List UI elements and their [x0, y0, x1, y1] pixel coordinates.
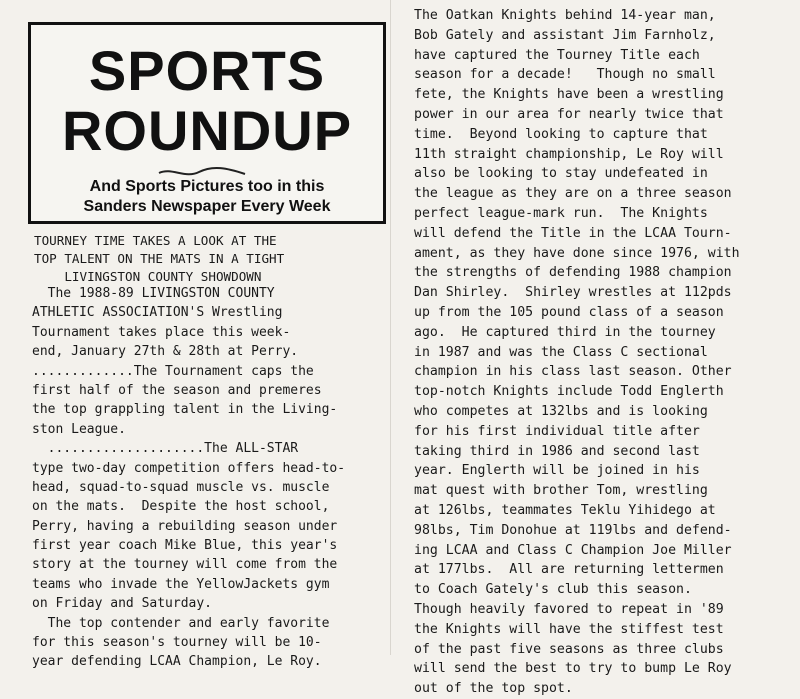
- body-text-line: type two-day competition offers head-to-: [32, 460, 346, 476]
- masthead-title-line-2: ROUNDUP: [61, 99, 353, 162]
- body-text-line: on the mats. Despite the host school,: [32, 499, 330, 515]
- body-text-line: The top contender and early favorite: [32, 615, 330, 631]
- body-text-line: .............The Tournament caps the: [32, 363, 314, 379]
- body-text-line: to Coach Gately's club this season.: [414, 582, 692, 598]
- body-text-line: story at the tourney will come from the: [32, 557, 338, 573]
- body-text-line: taking third in 1986 and second last: [414, 443, 700, 459]
- headline-line: TOP TALENT ON THE MATS IN A TIGHT: [34, 251, 285, 266]
- body-text-line: first half of the season and premeres: [32, 382, 322, 398]
- body-text-line: fete, the Knights have been a wrestling: [414, 87, 724, 103]
- body-text-line: the league as they are on a three season: [414, 186, 732, 202]
- body-text-line: at 177lbs. All are returning lettermen: [414, 562, 724, 578]
- body-text-line: 98lbs, Tim Donohue at 119lbs and defend-: [414, 522, 732, 538]
- body-text-line: ston League.: [32, 421, 126, 437]
- body-text-line: ATHLETIC ASSOCIATION'S Wrestling: [32, 305, 283, 321]
- body-text-line: first year coach Mike Blue, this year's: [32, 538, 338, 554]
- body-text-line: head, squad-to-squad muscle vs. muscle: [32, 479, 330, 495]
- body-text-line: top-notch Knights include Todd Englerth: [414, 384, 724, 400]
- body-text-line: The Oatkan Knights behind 14-year man,: [414, 8, 716, 23]
- body-text-line: Bob Gately and assistant Jim Farnholz,: [414, 27, 716, 43]
- body-text-line: the Knights will have the stiffest test: [414, 621, 724, 637]
- body-text-line: ing LCAA and Class C Champion Joe Miller: [414, 542, 732, 558]
- body-text-line: ....................The ALL-STAR: [32, 441, 299, 457]
- right-column-text: [414, 6, 794, 699]
- body-text-line: season for a decade! Though no small: [414, 67, 716, 83]
- body-text-line: perfect league-mark run. The Knights: [414, 205, 708, 221]
- body-text-line: time. Beyond looking to capture that: [414, 126, 708, 142]
- sports-roundup-masthead: [28, 22, 386, 224]
- left-column-text: [32, 284, 394, 672]
- body-text-line: teams who invade the YellowJackets gym: [32, 576, 330, 592]
- body-text-line: Tournament takes place this week-: [32, 324, 291, 340]
- body-text-line: for this season's tourney will be 10-: [32, 635, 322, 651]
- body-text-line: year defending LCAA Champion, Le Roy.: [32, 654, 322, 670]
- masthead-subtitle-line-1: And Sports Pictures too in this: [89, 178, 325, 195]
- body-text-line: champion in his class last season. Other: [414, 364, 732, 380]
- body-text-line: mat quest with brother Tom, wrestling: [414, 483, 708, 499]
- body-text-line: the top grappling talent in the Living-: [32, 402, 338, 418]
- body-text-line: also be looking to stay undefeated in: [414, 166, 708, 182]
- masthead-subtitle-line-2: Sanders Newspaper Every Week: [83, 198, 331, 215]
- body-text-line: Perry, having a rebuilding season under: [32, 518, 338, 534]
- body-text-line: out of the top spot.: [414, 681, 573, 697]
- body-text-line: Dan Shirley. Shirley wrestles at 112pds: [414, 285, 732, 301]
- body-text-line: 11th straight championship, Le Roy will: [414, 146, 724, 162]
- body-text-line: power in our area for nearly twice that: [414, 106, 724, 122]
- body-text-line: will send the best to try to bump Le Roy: [414, 661, 732, 677]
- body-text-line: ament, as they have done since 1976, with: [414, 245, 740, 261]
- body-text-line: for his first individual title after: [414, 423, 700, 439]
- headline-line: LIVINGSTON COUNTY SHOWDOWN: [34, 269, 262, 284]
- body-text-line: end, January 27th & 28th at Perry.: [32, 344, 299, 360]
- headline-line: TOURNEY TIME TAKES A LOOK AT THE: [34, 233, 277, 248]
- masthead-title-line-1: SPORTS: [88, 39, 326, 102]
- body-text-line: ago. He captured third in the tourney: [414, 324, 716, 340]
- body-text-line: will defend the Title in the LCAA Tourn-: [414, 225, 732, 241]
- body-text-line: at 126lbs, teammates Teklu Yihidego at: [414, 502, 716, 518]
- article-headline: [34, 232, 396, 286]
- body-text-line: have captured the Tourney Title each: [414, 47, 700, 63]
- body-text-line: The 1988-89 LIVINGSTON COUNTY: [32, 286, 275, 301]
- body-text-line: on Friday and Saturday.: [32, 596, 213, 612]
- body-text-line: of the past five seasons as three clubs: [414, 641, 724, 657]
- body-text-line: year. Englerth will be joined in his: [414, 463, 700, 479]
- body-text-line: who competes at 132lbs and is looking: [414, 403, 708, 419]
- body-text-line: the strengths of defending 1988 champion: [414, 265, 732, 281]
- body-text-line: up from the 105 pound class of a season: [414, 304, 724, 320]
- body-text-line: in 1987 and was the Class C sectional: [414, 344, 708, 360]
- body-text-line: Though heavily favored to repeat in '89: [414, 601, 724, 617]
